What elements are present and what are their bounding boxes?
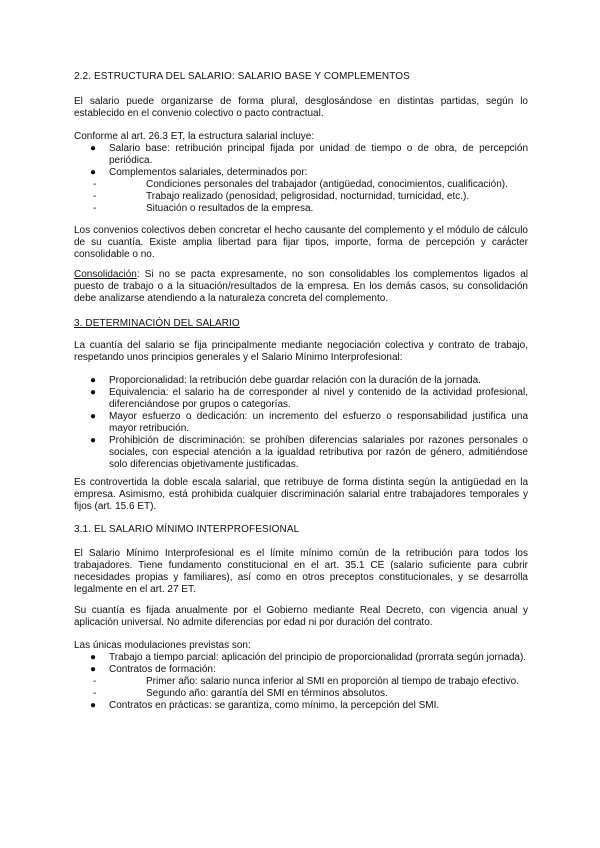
section-3-1-paragraph-2: Su cuantía es fijada anualmente por el Gobierno mediante Real Decreto, con vigencia anual y aplicación universal. No admite diferencias por edad ni por duración del contrato. — [74, 605, 528, 628]
sublist-item-text: Situación o resultados de la empresa. — [146, 203, 314, 214]
modulations-list — [74, 652, 528, 712]
list-item-text: Salario base: retribución principal fijada por unidad de tiempo o de obra, de percepción periódica. — [109, 143, 528, 166]
bullet-icon: ● — [90, 700, 97, 711]
dash-icon: - — [93, 203, 97, 214]
section-3-paragraph-1: La cuantía del salario se fija principalmente mediante negociación colectiva y contrato de trabajo, respetando unos principios generales y el Salario Mínimo Interprofesional: — [74, 340, 528, 363]
bullet-icon: ● — [90, 435, 97, 446]
principles-list — [74, 375, 528, 471]
list-item — [74, 167, 528, 215]
section-3-heading: 3. DETERMINACIÓN DEL SALARIO — [74, 318, 240, 329]
bullet-icon: ● — [90, 167, 97, 178]
list-item-text: Proporcionalidad: la retribución debe guardar relación con la duración de la jornada. — [109, 375, 481, 386]
section-3-1-paragraph-3: Las únicas modulaciones previstas son: — [74, 640, 251, 651]
list-item-text: Equivalencia: el salario ha de corresponder al nivel y contenido de la actividad profesional, diferenciándose por grupos o categorías. — [109, 387, 528, 410]
section-2-2-paragraph-2: Conforme al art. 26.3 ET, la estructura salarial incluye: — [74, 131, 315, 142]
section-3-paragraph-2: Es controvertida la doble escala salarial, que retribuye de forma distinta según la antigüedad en la empresa. Asimismo, está prohibida cualquier discriminación salarial entre trabajadores temporales y fijos (art. 15.6 ET). — [74, 477, 528, 512]
list-item — [74, 652, 528, 664]
list-item — [74, 387, 528, 411]
bullet-icon: ● — [90, 411, 97, 422]
dash-icon: - — [93, 688, 97, 699]
list-item-text: Prohibición de discriminación: se prohíben diferencias salariales por razones personales o sociales, con especial atención a la igualdad retributiva por razón de género, admitiéndose solo diferencias objetivamente justificadas. — [109, 435, 528, 470]
bullet-icon: ● — [90, 375, 97, 386]
list-item — [74, 700, 528, 712]
sublist-item — [74, 676, 528, 688]
list-item-text: Contratos en prácticas: se garantiza, como mínimo, la percepción del SMI. — [109, 700, 440, 711]
complements-sublist — [74, 179, 528, 215]
dash-icon: - — [93, 676, 97, 687]
bullet-icon: ● — [90, 387, 97, 398]
sublist-item-text: Segundo año: garantía del SMI en términos absolutos. — [146, 688, 388, 699]
consolidacion-label: Consolidación — [74, 269, 137, 280]
list-item-text: Complementos salariales, determinados por: — [109, 167, 308, 178]
section-3-1-paragraph-1: El Salario Mínimo Interprofesional es el límite mínimo común de la retribución para todos los trabajadores. Tiene fundamento constitucional en el art. 35.1 CE (salario suficiente para cubrir necesidades propias y familiares), así como en otros preceptos constitucionales, y se desarrolla legalmente en el art. 27 ET. — [74, 548, 528, 595]
section-2-2-heading: 2.2. ESTRUCTURA DEL SALARIO: SALARIO BASE Y COMPLEMENTOS — [74, 71, 410, 82]
list-item — [74, 435, 528, 471]
consolidacion-text: : Si no se pacta expresamente, no son consolidables los complementos ligados al puesto de trabajo o a la situación/resultados de la empresa. En los demás casos, su consolidación debe analizarse atendiendo a la naturaleza concreta del complemento. — [74, 269, 528, 304]
sublist-item — [74, 191, 528, 203]
bullet-icon: ● — [90, 664, 97, 675]
sublist-item — [74, 203, 528, 215]
list-item — [74, 664, 528, 700]
list-item-text: Mayor esfuerzo o dedicación: un incremento del esfuerzo o responsabilidad justifica una mayor retribución. — [109, 411, 528, 434]
sublist-item-text: Trabajo realizado (penosidad, peligrosidad, nocturnidad, turnicidad, etc.). — [146, 191, 470, 202]
section-2-2-paragraph-3: Los convenios colectivos deben concretar el hecho causante del complemento y el módulo de cálculo de su cuantía. Existe amplia libertad para fijar tipos, importe, forma de percepción y carácter consolidable o no. — [74, 225, 528, 260]
list-item-text: Contratos de formación: — [109, 664, 216, 675]
salary-structure-list — [74, 143, 528, 215]
sublist-item-text: Primer año: salario nunca inferior al SMI en proporción al tiempo de trabajo efectivo. — [146, 676, 519, 687]
sublist-item — [74, 688, 528, 700]
list-item-text: Trabajo a tiempo parcial: aplicación del principio de proporcionalidad (prorrata según jornada). — [109, 652, 527, 663]
sublist-item — [74, 179, 528, 191]
section-2-2-paragraph-1: El salario puede organizarse de forma plural, desglosándose en distintas partidas, según lo establecido en el convenio colectivo o pacto contractual. — [74, 96, 528, 119]
bullet-icon: ● — [90, 143, 97, 154]
training-contracts-sublist — [74, 676, 528, 700]
list-item — [74, 143, 528, 167]
section-3-1-heading: 3.1. EL SALARIO MÍNIMO INTERPROFESIONAL — [74, 524, 300, 535]
sublist-item-text: Condiciones personales del trabajador (antigüedad, conocimientos, cualificación). — [146, 179, 508, 190]
bullet-icon: ● — [90, 652, 97, 663]
list-item — [74, 411, 528, 435]
dash-icon: - — [93, 179, 97, 190]
section-2-2-paragraph-4 — [74, 269, 528, 305]
dash-icon: - — [93, 191, 97, 202]
list-item — [74, 375, 528, 387]
